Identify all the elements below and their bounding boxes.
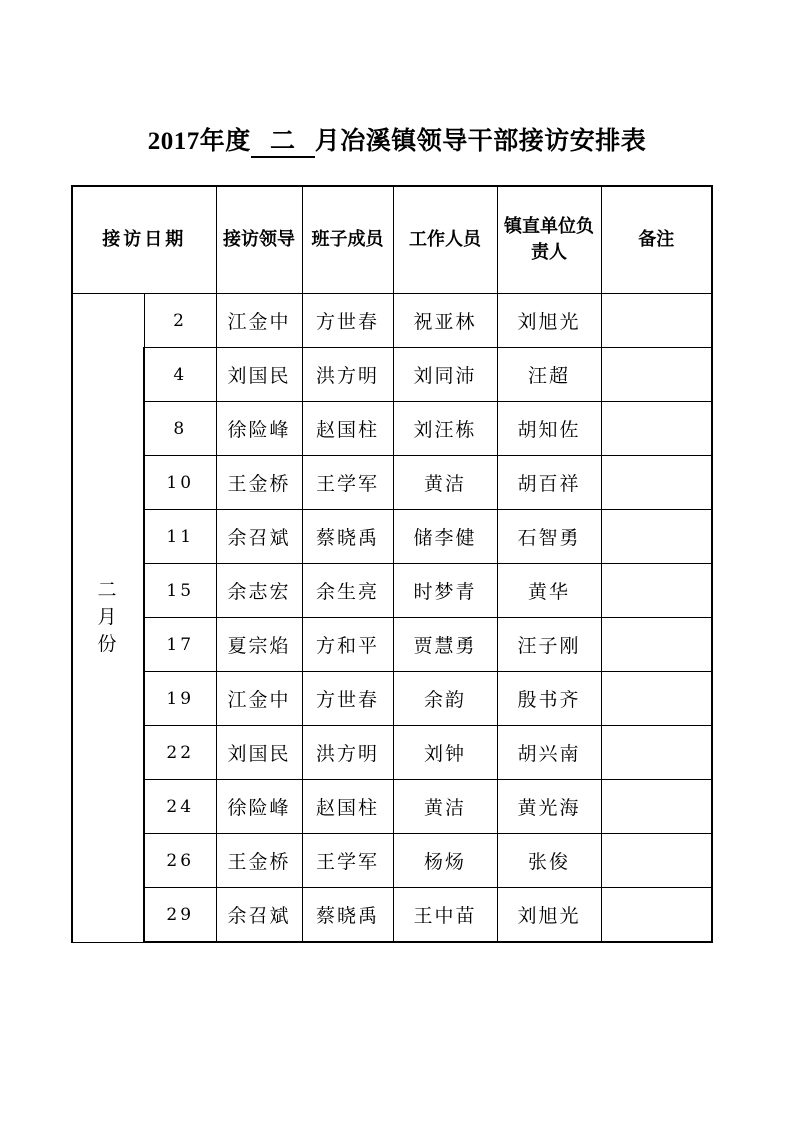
remarks-cell: [601, 780, 712, 834]
team-member-cell: 方和平: [302, 618, 393, 672]
table-row: [72, 348, 712, 402]
title-suffix: 月冶溪镇领导干部接访安排表: [314, 128, 647, 155]
unit-head-cell: 张俊: [497, 834, 601, 888]
day-cell: 24: [144, 780, 216, 834]
header-visit-date: 接访日期: [72, 186, 216, 294]
staff-cell: 刘同沛: [393, 348, 497, 402]
staff-cell: 贾慧勇: [393, 618, 497, 672]
remarks-cell: [601, 726, 712, 780]
unit-head-cell: 胡知佐: [497, 402, 601, 456]
remarks-cell: [601, 888, 712, 943]
visit-leader-cell: 徐险峰: [216, 402, 302, 456]
day-cell: 2: [144, 294, 216, 348]
remarks-cell: [601, 510, 712, 564]
day-cell: 11: [144, 510, 216, 564]
unit-head-cell: 殷书齐: [497, 672, 601, 726]
team-member-cell: 蔡晓禹: [302, 510, 393, 564]
remarks-cell: [601, 672, 712, 726]
unit-head-cell: 石智勇: [497, 510, 601, 564]
unit-head-cell: 胡兴南: [497, 726, 601, 780]
day-cell: 19: [144, 672, 216, 726]
unit-head-cell: 汪子刚: [497, 618, 601, 672]
day-cell: 4: [144, 348, 216, 402]
remarks-cell: [601, 834, 712, 888]
title-month-blank: 二: [251, 128, 315, 158]
table-row: [72, 402, 712, 456]
remarks-cell: [601, 618, 712, 672]
day-cell: 26: [144, 834, 216, 888]
header-team-member: 班子成员: [302, 186, 393, 294]
staff-cell: 黄洁: [393, 456, 497, 510]
day-cell: 8: [144, 402, 216, 456]
unit-head-cell: 汪超: [497, 348, 601, 402]
day-cell: 29: [144, 888, 216, 943]
header-remarks: 备注: [601, 186, 712, 294]
remarks-cell: [601, 564, 712, 618]
team-member-cell: 方世春: [302, 294, 393, 348]
visit-leader-cell: 王金桥: [216, 456, 302, 510]
team-member-cell: 洪方明: [302, 726, 393, 780]
table-row: [72, 726, 712, 780]
day-cell: 15: [144, 564, 216, 618]
header-staff: 工作人员: [393, 186, 497, 294]
remarks-cell: [601, 402, 712, 456]
header-unit-head: 镇直单位负责人: [497, 186, 601, 294]
staff-cell: 王中苗: [393, 888, 497, 943]
visit-leader-cell: 刘国民: [216, 726, 302, 780]
header-visit-leader: 接访领导: [216, 186, 302, 294]
unit-head-cell: 黄华: [497, 564, 601, 618]
staff-cell: 时梦青: [393, 564, 497, 618]
staff-cell: 刘汪栋: [393, 402, 497, 456]
unit-head-cell: 胡百祥: [497, 456, 601, 510]
table-row: [72, 564, 712, 618]
day-cell: 17: [144, 618, 216, 672]
table-row: [72, 672, 712, 726]
team-member-cell: 蔡晓禹: [302, 888, 393, 943]
team-member-cell: 王学军: [302, 456, 393, 510]
staff-cell: 余韵: [393, 672, 497, 726]
day-cell: 22: [144, 726, 216, 780]
visit-leader-cell: 徐险峰: [216, 780, 302, 834]
remarks-cell: [601, 294, 712, 348]
table-row: [72, 510, 712, 564]
team-member-cell: 赵国柱: [302, 402, 393, 456]
team-member-cell: 王学军: [302, 834, 393, 888]
staff-cell: 刘钟: [393, 726, 497, 780]
visit-leader-cell: 余召斌: [216, 510, 302, 564]
staff-cell: 祝亚林: [393, 294, 497, 348]
staff-cell: 储李健: [393, 510, 497, 564]
remarks-cell: [601, 348, 712, 402]
table-row: [72, 834, 712, 888]
remarks-cell: [601, 456, 712, 510]
visit-leader-cell: 江金中: [216, 294, 302, 348]
visit-leader-cell: 余召斌: [216, 888, 302, 943]
table-row: [72, 780, 712, 834]
title-prefix: 2017年度: [147, 128, 251, 155]
unit-head-cell: 黄光海: [497, 780, 601, 834]
visit-leader-cell: 夏宗焰: [216, 618, 302, 672]
team-member-cell: 赵国柱: [302, 780, 393, 834]
table-row: [72, 294, 712, 348]
page-title: [0, 123, 794, 161]
visit-leader-cell: 刘国民: [216, 348, 302, 402]
unit-head-cell: 刘旭光: [497, 888, 601, 943]
table-row: [72, 456, 712, 510]
unit-head-cell: 刘旭光: [497, 294, 601, 348]
team-member-cell: 洪方明: [302, 348, 393, 402]
visit-leader-cell: 王金桥: [216, 834, 302, 888]
table-row: [72, 888, 712, 943]
team-member-cell: 方世春: [302, 672, 393, 726]
visit-schedule-table: [71, 185, 713, 943]
staff-cell: 杨炀: [393, 834, 497, 888]
day-cell: 10: [144, 456, 216, 510]
month-label: 二月份: [72, 294, 144, 943]
team-member-cell: 余生亮: [302, 564, 393, 618]
table-header-row: [72, 186, 712, 294]
staff-cell: 黄洁: [393, 780, 497, 834]
table-row: [72, 618, 712, 672]
visit-leader-cell: 江金中: [216, 672, 302, 726]
visit-leader-cell: 余志宏: [216, 564, 302, 618]
